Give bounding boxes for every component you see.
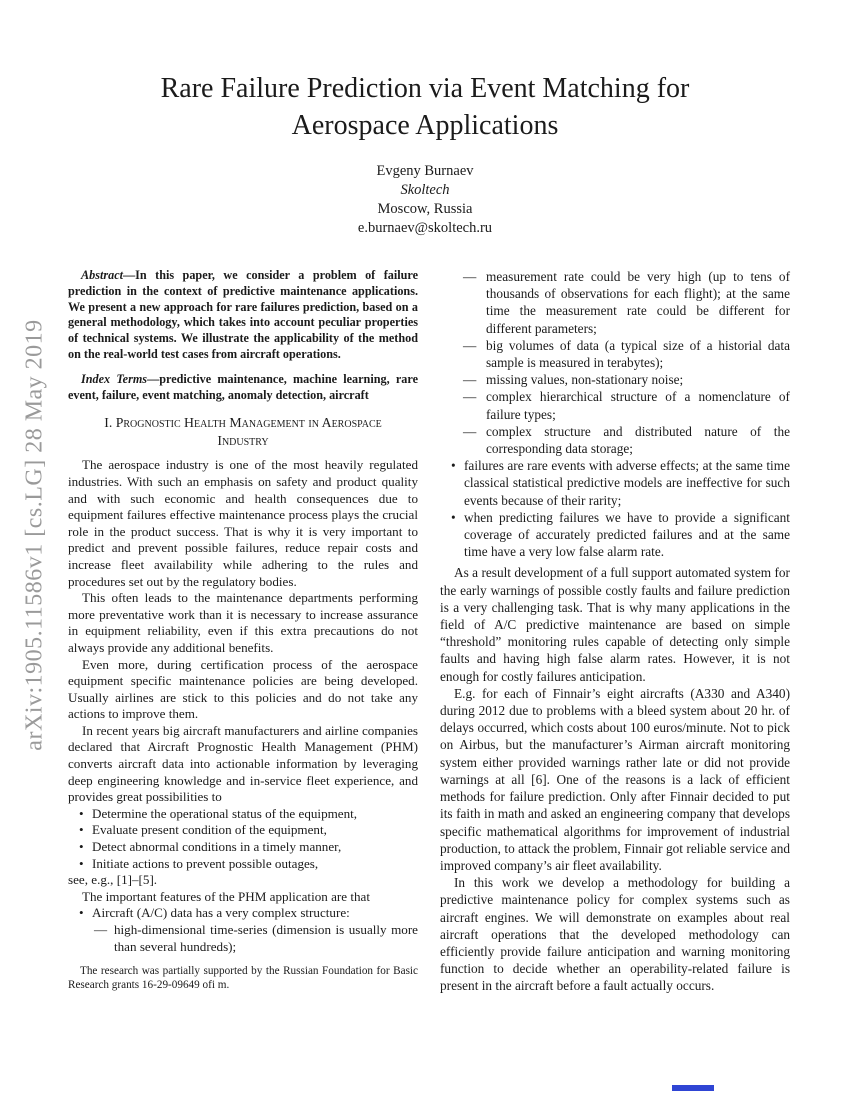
list-item: • Aircraft (A/C) data has a very complex structure: [68, 905, 418, 922]
paragraph: In recent years big aircraft manufacturers and airline companies declared that Aircraft Prognostic Health Management (PHM) converts aircraft data into actionable information by leveraging deep engineering knowledge and in-service fleet experience, and provides great possibilities to [68, 722, 418, 805]
list-item: • failures are rare events with adverse effects; at the same time classical statistical predictive models are ineffective for such events because of their rarity; [440, 457, 790, 509]
author-location: Moscow, Russia [377, 201, 473, 217]
sub-list-item: — missing values, non-stationary noise; [440, 371, 790, 388]
section-1-heading-line1: I. Prognostic Health Management in Aerospace [104, 415, 382, 431]
paper-title [0, 70, 850, 144]
paper-title-line2: Aerospace Applications [291, 110, 559, 141]
author-email: e.burnaev@skoltech.ru [357, 220, 493, 236]
author-affiliation: Skoltech [400, 182, 450, 198]
index-terms-text: predictive maintenance, machine learning, rare event, failure, event matching, anomaly detection, aircraft [68, 371, 418, 402]
author-block [0, 162, 850, 238]
abstract-paragraph [68, 268, 418, 363]
paragraph: As a result development of a full support automated system for the early warnings of possible costly faults and failure prediction is a very challenging task. That is why many applications in the field of A/C predictive maintenance are based on simple “threshold” monitoring rules capable of detecting only simple faults and having high false alarm rates. However, it is not enough for costly failures anticipation. [440, 565, 790, 684]
right-column [440, 268, 790, 995]
sub-list-item: — big volumes of data (a typical size of a historial data sample is measured in terabytes); [440, 337, 790, 371]
section-1-heading [68, 414, 418, 449]
list-item: • Detect abnormal conditions in a timely manner, [68, 839, 418, 856]
paragraph: This often leads to the maintenance departments performing more preventative work than it is necessary to increase assurance in equipment reliability, even if this extra precautions do not always provide any additional benefits. [68, 590, 418, 655]
arxiv-watermark: arXiv:1905.11586v1 [cs.LG] 28 May 2019 [21, 319, 48, 751]
list-item: • Initiate actions to prevent possible outages, [68, 856, 418, 873]
abstract-text: In this paper, we consider a problem of failure prediction in the context of predictive maintenance applications. We present a new approach for rare failures prediction, based on a general methodology, which takes into account peculiar properties of technical systems. We illustrate the applicability of the method on the real-world test cases from aircraft operations. [68, 268, 418, 361]
paper-title-line1: Rare Failure Prediction via Event Matching for [160, 73, 690, 104]
see-reference-line: see, e.g., [1]–[5]. [68, 872, 158, 888]
sub-list-item: — complex structure and distributed nature of the corresponding data storage; [440, 423, 790, 457]
author-name: Evgeny Burnaev [376, 163, 474, 179]
index-terms-label: Index Terms [81, 371, 148, 386]
list-item: • Evaluate present condition of the equipment, [68, 822, 418, 839]
paragraph: In this work we develop a methodology for building a predictive maintenance policy for complex systems such as aircraft engines. We will demonstrate on examples about real aircraft operations that the developed methodology can efficiently provide failure anticipation and warning monitoring function to decide whether an operability-related failure is present in the aircraft before a fault actually occurs. [440, 875, 790, 994]
sub-list-item: — complex hierarchical structure of a nomenclature of failure types; [440, 388, 790, 422]
support-footnote: The research was partially supported by the Russian Foundation for Basic Research grants 16-29-09649 ofi m. [68, 965, 418, 991]
link-highlight-artifact [672, 1085, 714, 1091]
abstract-dash: — [122, 268, 136, 282]
sub-list-item: — high-dimensional time-series (dimension is usually more than several hundreds); [68, 922, 418, 955]
abstract-label: Abstract [81, 268, 123, 282]
paragraph: The important features of the PHM application are that [82, 888, 370, 904]
paragraph: E.g. for each of Finnair’s eight aircrafts (A330 and A340) during 2012 due to problems with a bleed system about 20 hr. of delays occurred, which costs about 100 euros/minute. Not to pick on Airbus, but the manufacturer’s Airman aircraft monitoring system either provided warnings rather late or did not provide warnings at all [6]. One of the reasons is a lack of efficient methods for failure prediction. Only after Finnair decided to put its faith in math and asked an engineering company that develops specific mathematical algorithms for improvement of industrial production, to attack the problem, Finnair got reliable service and improved company’s air fleet availability. [440, 685, 790, 873]
paragraph: Even more, during certification process of the aerospace equipment specific maintenance policies are being developed. Usually airlines are stick to this policies and do not take any actions to improve them. [68, 656, 418, 722]
paragraph: The aerospace industry is one of the most heavily regulated industries. With such an emphasis on safety and product quality and with such economic and health consequences due to equipment failures effective maintenance process plays the crucial role in the product success. That is why it is very important to predict and prevent possible failures, reduce repair costs and increase fleet availability while adhering to the rules and procedures set out by the regulatory bodies. [68, 457, 418, 589]
left-column [68, 268, 418, 960]
index-terms-dash: — [147, 371, 160, 386]
list-item: • when predicting failures we have to provide a significant coverage of accurately predicted failures and at the same time have a very low false alarm rate. [440, 509, 790, 561]
index-terms-paragraph [68, 372, 418, 404]
section-1-heading-line2: Industry [217, 432, 269, 448]
sub-list-item: — measurement rate could be very high (up to tens of thousands of observations for each flight); at the same time the measurement rate could be different for different parameters; [440, 268, 790, 337]
list-item: • Determine the operational status of the equipment, [68, 806, 418, 823]
